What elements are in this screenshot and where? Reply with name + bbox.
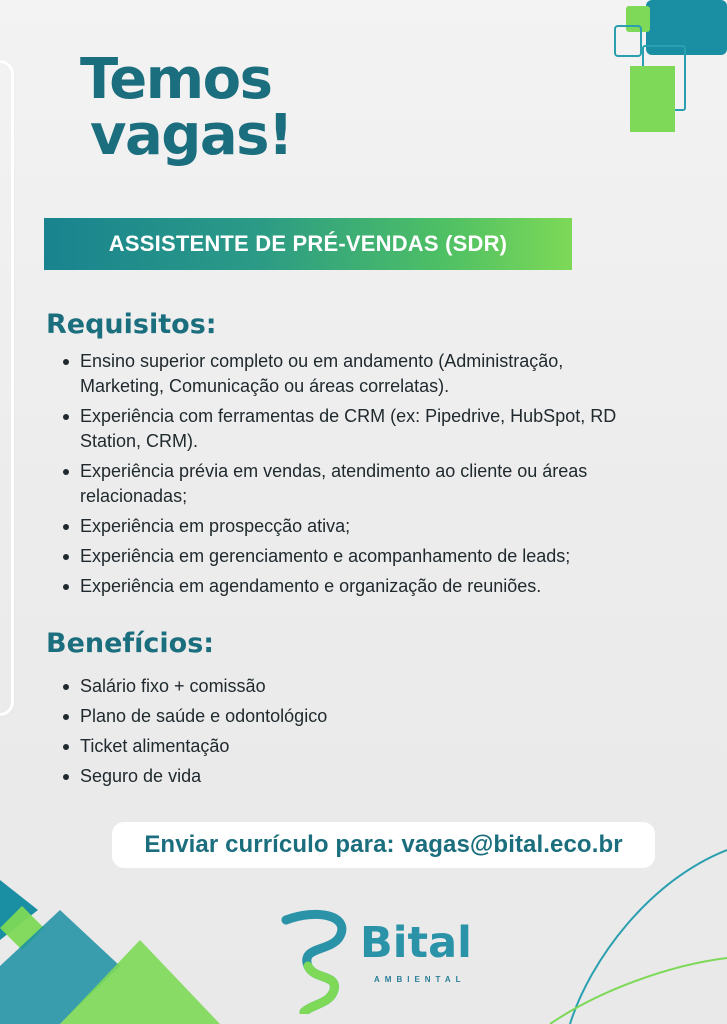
list-item: Seguro de vida	[60, 764, 460, 789]
page-title	[80, 47, 293, 168]
green-rectangle	[630, 66, 675, 132]
bottom-left-diamonds-decoration	[0, 870, 230, 1024]
title-line-1: Temos	[80, 47, 272, 112]
list-item: Ticket alimentação	[60, 734, 460, 759]
send-resume-text[interactable]: Enviar currículo para: vagas@bital.eco.br	[144, 831, 623, 858]
list-item: Experiência com ferramentas de CRM (ex: Pipedrive, HubSpot, RD Station, CRM).	[60, 404, 640, 454]
top-right-squares-decoration	[600, 0, 727, 140]
logo-tagline: AMBIENTAL	[374, 975, 466, 984]
left-decorative-frame	[0, 60, 14, 716]
list-item: Experiência em agendamento e organização de reuniões.	[60, 574, 640, 599]
title-line-2: vagas!	[90, 103, 293, 168]
bital-logo-mark-icon	[278, 908, 358, 1014]
green-arc	[550, 958, 727, 1024]
list-item: Experiência em prospecção ativa;	[60, 514, 640, 539]
list-item: Plano de saúde e odontológico	[60, 704, 460, 729]
logo-wordmark: Bital	[360, 918, 472, 968]
benefits-heading: Benefícios:	[46, 628, 215, 659]
list-item: Ensino superior completo ou em andamento (Administração, Marketing, Comunicação ou áreas correlatas).	[60, 349, 640, 399]
benefits-list	[60, 674, 460, 794]
logo-green-swirl	[304, 966, 334, 1012]
requirements-heading: Requisitos:	[46, 309, 217, 340]
position-banner	[44, 218, 572, 270]
list-item: Salário fixo + comissão	[60, 674, 460, 699]
send-resume-callout[interactable]	[112, 822, 655, 868]
small-green-square	[626, 6, 650, 32]
position-title: ASSISTENTE DE PRÉ-VENDAS (SDR)	[108, 231, 508, 256]
list-item: Experiência prévia em vendas, atendimento ao cliente ou áreas relacionadas;	[60, 459, 640, 509]
list-item: Experiência em gerenciamento e acompanhamento de leads;	[60, 544, 640, 569]
requirements-list	[60, 349, 640, 604]
